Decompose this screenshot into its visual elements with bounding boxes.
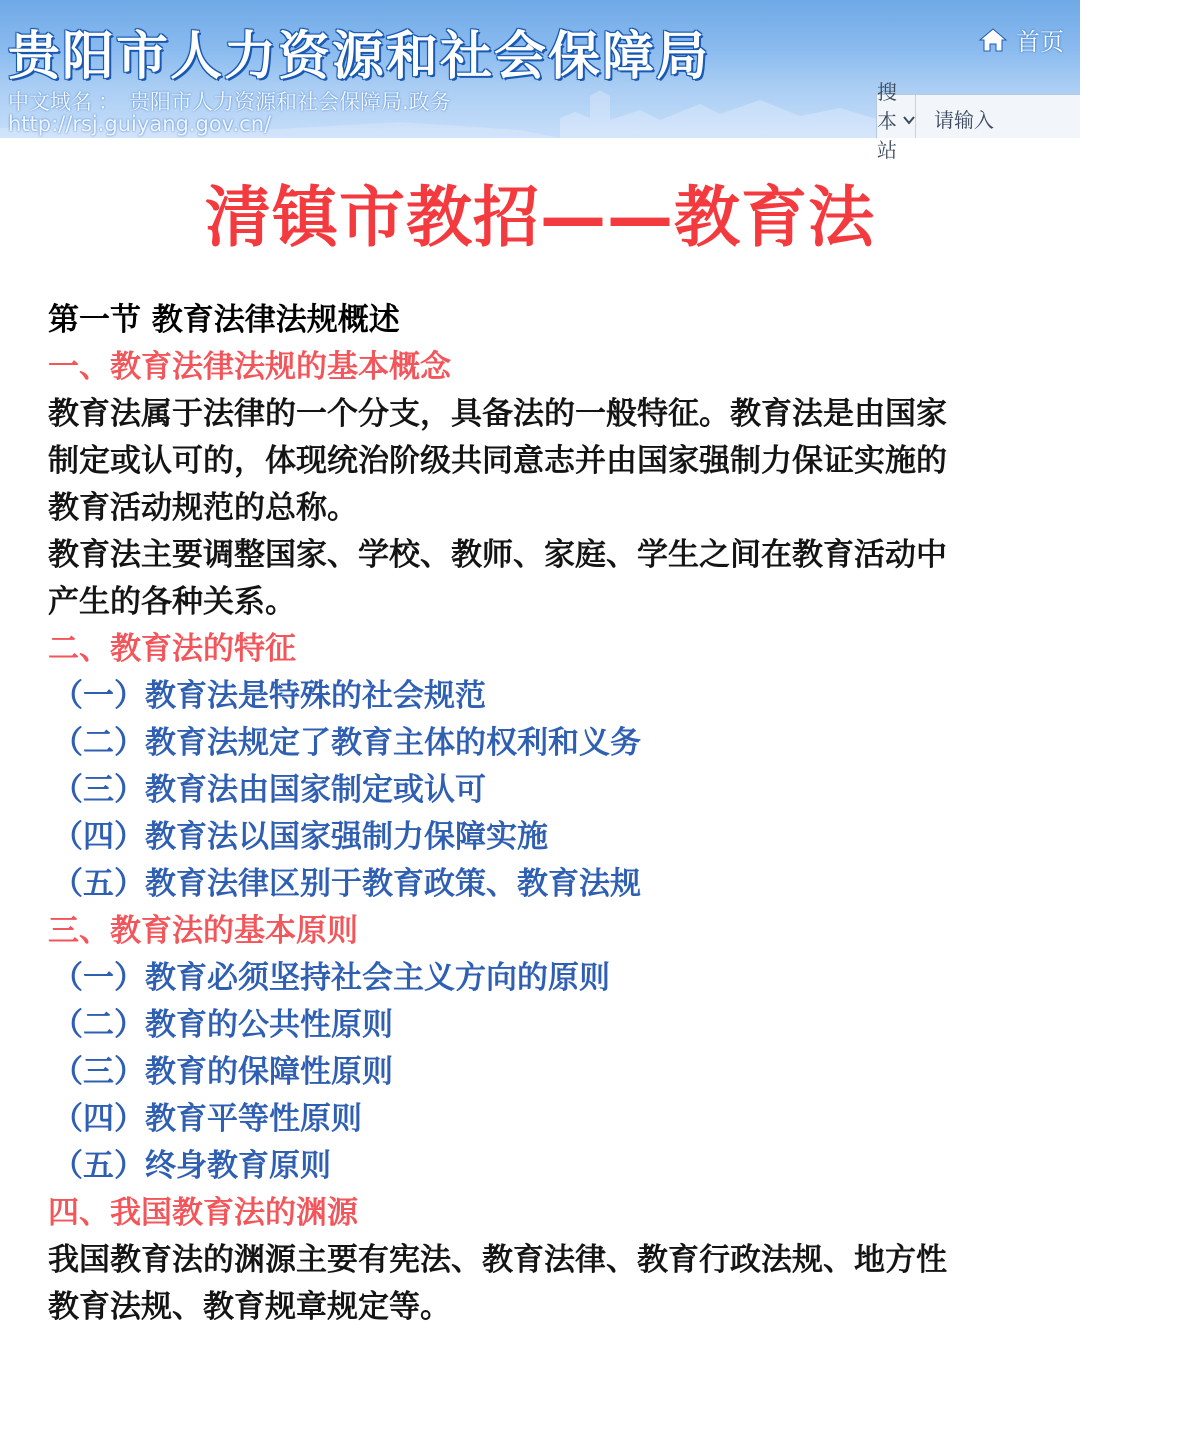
list-item: （一）教育法是特殊的社会规范	[52, 678, 486, 714]
search-bar	[876, 80, 1080, 162]
list-item: （三）教育的保障性原则	[52, 1054, 393, 1090]
paragraph-line: 我国教育法的渊源主要有宪法、教育法律、教育行政法规、地方性	[48, 1242, 947, 1278]
home-label: 首页	[1016, 28, 1064, 56]
site-banner	[0, 0, 1080, 162]
chevron-down-icon	[903, 115, 915, 125]
home-link[interactable]	[978, 22, 1064, 57]
domain-label: 中文域名	[8, 90, 92, 114]
list-item: （二）教育的公共性原则	[52, 1007, 393, 1043]
list-item: （五）教育法律区别于教育政策、教育法规	[52, 866, 641, 902]
heading-principles: 三、教育法的基本原则	[48, 913, 358, 949]
list-item: （四）教育法以国家强制力保障实施	[52, 819, 548, 855]
article-title: 清镇市教招——教育法	[205, 179, 875, 256]
domain-separator: ：	[98, 90, 119, 114]
section-title: 第一节 教育法律法规概述	[48, 302, 400, 338]
heading-sources: 四、我国教育法的渊源	[48, 1195, 358, 1231]
search-input[interactable]	[916, 95, 1183, 138]
list-item: （五）终身教育原则	[52, 1148, 331, 1184]
search-scope-label: 搜本站	[877, 80, 897, 162]
paragraph-line: 制定或认可的，体现统治阶级共同意志并由国家强制力保证实施的	[48, 443, 947, 479]
heading-characteristics: 二、教育法的特征	[48, 631, 296, 667]
list-item: （三）教育法由国家制定或认可	[52, 772, 486, 808]
paragraph-line: 教育法主要调整国家、学校、教师、家庭、学生之间在教育活动中	[48, 537, 947, 573]
article-body	[48, 297, 1038, 1331]
paragraph-line: 教育法规、教育规章规定等。	[48, 1289, 451, 1325]
home-icon	[978, 27, 1008, 53]
list-item: （二）教育法规定了教育主体的权利和义务	[52, 725, 641, 761]
paragraph-line: 产生的各种关系。	[48, 584, 296, 620]
heading-basic-concept: 一、教育法律法规的基本概念	[48, 349, 451, 385]
list-item: （四）教育平等性原则	[52, 1101, 362, 1137]
paragraph-line: 教育活动规范的总称。	[48, 490, 358, 526]
list-item: （一）教育必须坚持社会主义方向的原则	[52, 960, 610, 996]
search-scope-select[interactable]	[877, 80, 916, 162]
site-url: http://rsj.guiyang.gov.cn/	[8, 112, 272, 136]
site-title: 贵阳市人力资源和社会保障局	[8, 27, 711, 87]
paragraph-line: 教育法属于法律的一个分支，具备法的一般特征。教育法是由国家	[48, 396, 947, 432]
domain-value: 贵阳市人力资源和社会保障局.政务	[129, 90, 451, 114]
